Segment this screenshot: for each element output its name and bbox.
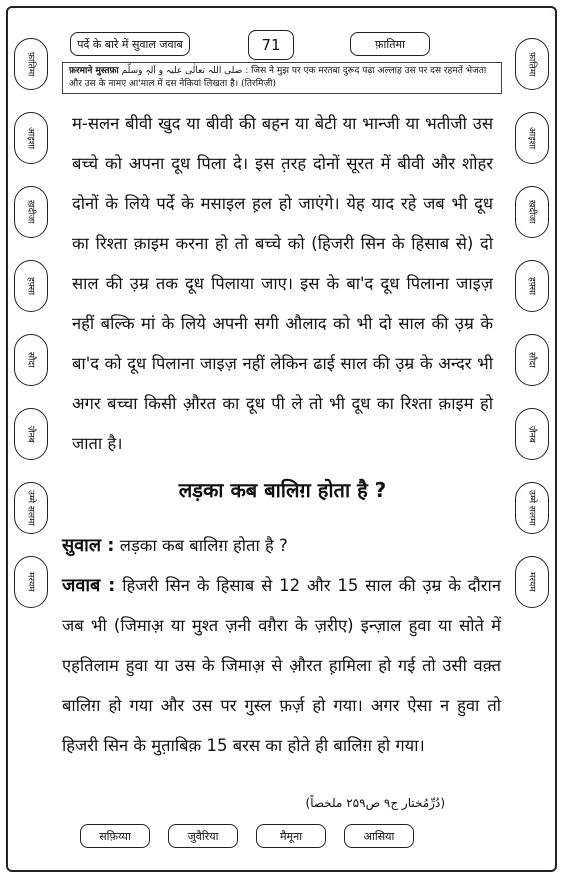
medallion: सौदा (515, 334, 549, 386)
medallion: आइशा (14, 112, 48, 164)
question-label: सुवाल : (62, 535, 115, 556)
footer-tab: आसिया (344, 824, 414, 848)
medallion: मरयम (515, 556, 549, 608)
medallion: ख़दीजा (14, 186, 48, 238)
medallion: ज़ैनब (14, 408, 48, 460)
footer-tab: जुवैरिया (168, 824, 238, 848)
footer-tab: सफ़िय्या (80, 824, 150, 848)
medallion: फ़ातिमा (515, 38, 549, 90)
answer-label: जवाब : (62, 575, 116, 596)
medallion: हफ़्सा (14, 260, 48, 312)
body-paragraph: म-सलन बीवी खुद या बीवी की बहन या बेटी या भान्जी या भतीजी उस बच्चे को अपना दूध पिला दे। इस त़रह दोनों सूरत में बीवी और शोहर दोनों के लिये पर्दे के मसाइल ह़ल हो जाएंगे। येह याद रहे जब भी दूध का रिश्ता क़ाइम करना हो तो बच्चे को (हिजरी सिन के हिसाब से) दो साल की उ़म्र तक दूध पिलाया जाए। इस के बा'द दूध पिलाना जाइज़ नहीं बल्कि मां के लिये अपनी सगी औलाद को भी दो साल की उ़म्र के बा'द को दूध पिलाना जाइज़ नहीं लेकिन ढाई साल की उ़म्र के अन्दर भी अगर बच्चा किसी औ़रत का दूध पी ले तो भी दूध का रिश्ता क़ाइम हो जाता है। (72, 114, 493, 453)
question-text: लड़का कब बालिग़ होता है ? (119, 536, 288, 555)
medallion: ख़दीजा (515, 186, 549, 238)
footer-tab: मैमूना (256, 824, 326, 848)
medallion: मरयम (14, 556, 48, 608)
question-block (62, 526, 501, 566)
right-medallion-column (515, 38, 551, 608)
hadith-arabic: صلی اللہ تعالٰی علیہ و آلہٖ وسلّم (121, 66, 243, 76)
hadith-text: : जिस ने मुझ पर एक मरतबा दुरूद पढ़ा अल्लाह उस पर दस रहमतें भेजता और उस के नामए आ'माल में दस नेकियां लिखता है। (तिरमिज़ी) (69, 66, 487, 89)
medallion: उम्मे सलमा (14, 482, 48, 534)
hadith-header (62, 62, 502, 94)
chapter-title-tab: पर्दे के बारे में सुवाल जवाब (70, 32, 190, 56)
medallion: फ़ातिमा (14, 38, 48, 90)
section-heading: लड़का कब बालिग़ होता है ? (178, 478, 387, 502)
answer-block (62, 566, 501, 766)
citation-reference: (دُرِّمُختار ج۹ ص۲۵۹ ملخصاً) (305, 796, 445, 810)
hadith-title: फ़रमाने मुस्तफ़ा (69, 66, 119, 76)
medallion: हफ़्सा (515, 260, 549, 312)
left-medallion-column (14, 38, 50, 608)
medallion: ज़ैनब (515, 408, 549, 460)
medallion: आइशा (515, 112, 549, 164)
answer-text: हिजरी सिन के हिसाब से 12 और 15 साल की उ़म्र के दौरान जब भी (जिमाअ़ या मुश्त ज़नी वग़ैरा के ज़रीए) इन्ज़ाल हुवा या सोते में एहतिलाम हुवा या उस के जिमाअ़ से औ़रत ह़ामिला हो गई तो उसी वक़्त बालिग़ हो गया और उस पर गुस्ल फ़र्ज़ हो गया। अगर ऐसा न हुवा तो हिजरी सिन के मुत़ाबिक़ 15 बरस का होते ही बालिग़ हो गया। (62, 576, 501, 755)
medallion: उम्मे सलमा (515, 482, 549, 534)
page-number: 71 (248, 30, 294, 60)
medallion: सौदा (14, 334, 48, 386)
top-right-name-tab: फ़ातिमा (350, 32, 430, 56)
main-text-block (72, 104, 493, 508)
